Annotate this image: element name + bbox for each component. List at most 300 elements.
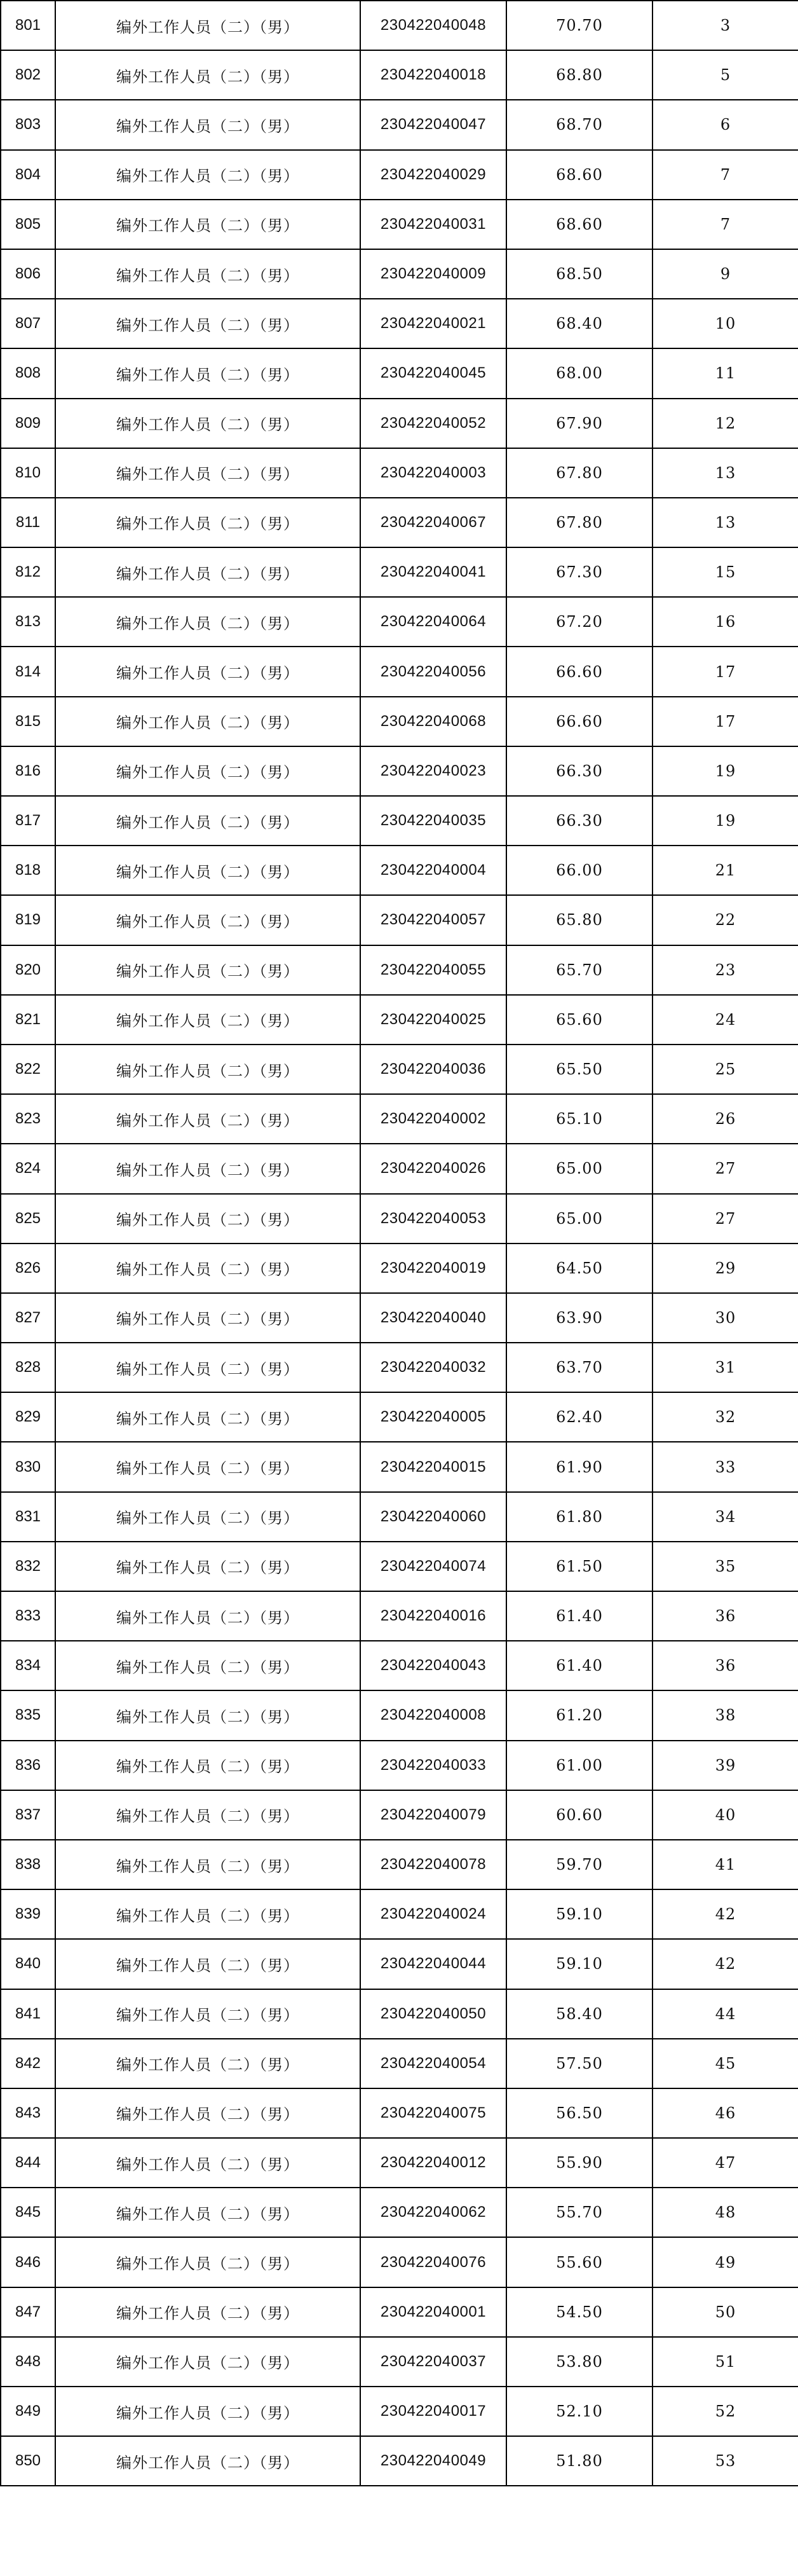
exam-id-cell: 230422040064 <box>360 597 506 647</box>
rank-cell: 49 <box>653 2237 798 2287</box>
rank-cell: 13 <box>653 498 798 547</box>
position-cell: 编外工作人员（二）（男） <box>55 1343 360 1392</box>
rank-cell: 32 <box>653 1392 798 1442</box>
position-cell: 编外工作人员（二）（男） <box>55 597 360 647</box>
row-number-cell: 844 <box>1 2138 55 2188</box>
rank-cell: 42 <box>653 1939 798 1989</box>
table-row <box>1 100 798 149</box>
position-cell: 编外工作人员（二）（男） <box>55 1790 360 1840</box>
row-number-cell: 819 <box>1 895 55 945</box>
row-number-cell: 827 <box>1 1293 55 1343</box>
rank-cell: 27 <box>653 1194 798 1243</box>
rank-cell: 17 <box>653 697 798 746</box>
row-number-cell: 803 <box>1 100 55 149</box>
row-number-cell: 832 <box>1 1542 55 1591</box>
position-cell: 编外工作人员（二）（男） <box>55 1442 360 1491</box>
exam-id-cell: 230422040031 <box>360 200 506 249</box>
row-number-cell: 836 <box>1 1741 55 1790</box>
table-row <box>1 1939 798 1989</box>
rank-cell: 7 <box>653 150 798 200</box>
position-cell: 编外工作人员（二）（男） <box>55 249 360 299</box>
score-cell: 65.80 <box>506 895 653 945</box>
row-number-cell: 811 <box>1 498 55 547</box>
exam-id-cell: 230422040050 <box>360 1989 506 2039</box>
exam-id-cell: 230422040078 <box>360 1840 506 1889</box>
score-cell: 61.40 <box>506 1591 653 1641</box>
rank-cell: 39 <box>653 1741 798 1790</box>
rank-cell: 50 <box>653 2287 798 2337</box>
table-row <box>1 1591 798 1641</box>
exam-id-cell: 230422040016 <box>360 1591 506 1641</box>
position-cell: 编外工作人员（二）（男） <box>55 1641 360 1690</box>
score-cell: 65.10 <box>506 1094 653 1144</box>
exam-id-cell: 230422040002 <box>360 1094 506 1144</box>
table-row <box>1 2237 798 2287</box>
score-cell: 68.50 <box>506 249 653 299</box>
score-cell: 67.80 <box>506 448 653 498</box>
score-cell: 57.50 <box>506 2039 653 2088</box>
row-number-cell: 810 <box>1 448 55 498</box>
row-number-cell: 806 <box>1 249 55 299</box>
exam-id-cell: 230422040041 <box>360 547 506 597</box>
position-cell: 编外工作人员（二）（男） <box>55 150 360 200</box>
score-cell: 63.70 <box>506 1343 653 1392</box>
row-number-cell: 848 <box>1 2337 55 2387</box>
score-cell: 53.80 <box>506 2337 653 2387</box>
rank-cell: 38 <box>653 1690 798 1740</box>
rank-cell: 45 <box>653 2039 798 2088</box>
score-cell: 68.80 <box>506 50 653 100</box>
table-row <box>1 1392 798 1442</box>
exam-id-cell: 230422040009 <box>360 249 506 299</box>
exam-id-cell: 230422040035 <box>360 796 506 846</box>
rank-cell: 16 <box>653 597 798 647</box>
rank-cell: 19 <box>653 746 798 796</box>
exam-id-cell: 230422040052 <box>360 399 506 448</box>
score-cell: 58.40 <box>506 1989 653 2039</box>
score-cell: 61.40 <box>506 1641 653 1690</box>
position-cell: 编外工作人员（二）（男） <box>55 2387 360 2436</box>
score-cell: 61.50 <box>506 1542 653 1591</box>
table-row <box>1 1889 798 1939</box>
table-row <box>1 697 798 746</box>
row-number-cell: 814 <box>1 647 55 696</box>
score-cell: 59.10 <box>506 1889 653 1939</box>
exam-id-cell: 230422040001 <box>360 2287 506 2337</box>
position-cell: 编外工作人员（二）（男） <box>55 448 360 498</box>
position-cell: 编外工作人员（二）（男） <box>55 299 360 348</box>
position-cell: 编外工作人员（二）（男） <box>55 1293 360 1343</box>
exam-id-cell: 230422040008 <box>360 1690 506 1740</box>
rank-cell: 48 <box>653 2188 798 2237</box>
table-row <box>1 1542 798 1591</box>
score-cell: 55.90 <box>506 2138 653 2188</box>
table-row <box>1 547 798 597</box>
score-cell: 66.60 <box>506 697 653 746</box>
table-row <box>1 2337 798 2387</box>
table-row <box>1 1840 798 1889</box>
table-row <box>1 895 798 945</box>
exam-id-cell: 230422040033 <box>360 1741 506 1790</box>
row-number-cell: 813 <box>1 597 55 647</box>
row-number-cell: 820 <box>1 945 55 995</box>
table-row <box>1 448 798 498</box>
position-cell: 编外工作人员（二）（男） <box>55 399 360 448</box>
rank-cell: 30 <box>653 1293 798 1343</box>
exam-id-cell: 230422040003 <box>360 448 506 498</box>
position-cell: 编外工作人员（二）（男） <box>55 1939 360 1989</box>
exam-id-cell: 230422040062 <box>360 2188 506 2237</box>
rank-cell: 36 <box>653 1641 798 1690</box>
table-row <box>1 2138 798 2188</box>
table-row <box>1 1194 798 1243</box>
table-row <box>1 399 798 448</box>
rank-cell: 46 <box>653 2088 798 2138</box>
position-cell: 编外工作人员（二）（男） <box>55 2188 360 2237</box>
score-cell: 55.60 <box>506 2237 653 2287</box>
exam-id-cell: 230422040079 <box>360 1790 506 1840</box>
rank-cell: 9 <box>653 249 798 299</box>
position-cell: 编外工作人员（二）（男） <box>55 995 360 1045</box>
table-row <box>1 299 798 348</box>
score-cell: 59.70 <box>506 1840 653 1889</box>
row-number-cell: 804 <box>1 150 55 200</box>
position-cell: 编外工作人员（二）（男） <box>55 2138 360 2188</box>
table-row <box>1 846 798 895</box>
exam-id-cell: 230422040037 <box>360 2337 506 2387</box>
rank-cell: 25 <box>653 1045 798 1094</box>
row-number-cell: 829 <box>1 1392 55 1442</box>
rank-cell: 11 <box>653 348 798 398</box>
position-cell: 编外工作人员（二）（男） <box>55 1243 360 1293</box>
table-row <box>1 1442 798 1491</box>
row-number-cell: 841 <box>1 1989 55 2039</box>
table-row <box>1 1790 798 1840</box>
position-cell: 编外工作人员（二）（男） <box>55 200 360 249</box>
position-cell: 编外工作人员（二）（男） <box>55 846 360 895</box>
table-body <box>1 1 798 2486</box>
score-cell: 65.50 <box>506 1045 653 1094</box>
position-cell: 编外工作人员（二）（男） <box>55 498 360 547</box>
exam-id-cell: 230422040017 <box>360 2387 506 2436</box>
exam-id-cell: 230422040047 <box>360 100 506 149</box>
table-row <box>1 2039 798 2088</box>
score-cell: 62.40 <box>506 1392 653 1442</box>
score-cell: 56.50 <box>506 2088 653 2138</box>
exam-id-cell: 230422040044 <box>360 1939 506 1989</box>
row-number-cell: 824 <box>1 1144 55 1193</box>
rank-cell: 24 <box>653 995 798 1045</box>
table-row <box>1 2088 798 2138</box>
rank-cell: 41 <box>653 1840 798 1889</box>
rank-cell: 5 <box>653 50 798 100</box>
score-cell: 67.20 <box>506 597 653 647</box>
rank-cell: 33 <box>653 1442 798 1491</box>
table-row <box>1 2287 798 2337</box>
position-cell: 编外工作人员（二）（男） <box>55 1045 360 1094</box>
score-cell: 65.00 <box>506 1194 653 1243</box>
position-cell: 编外工作人员（二）（男） <box>55 1741 360 1790</box>
table-row <box>1 1741 798 1790</box>
score-cell: 67.80 <box>506 498 653 547</box>
exam-id-cell: 230422040055 <box>360 945 506 995</box>
row-number-cell: 825 <box>1 1194 55 1243</box>
table-row <box>1 1243 798 1293</box>
exam-id-cell: 230422040029 <box>360 150 506 200</box>
table-row <box>1 995 798 1045</box>
rank-cell: 10 <box>653 299 798 348</box>
position-cell: 编外工作人员（二）（男） <box>55 2287 360 2337</box>
row-number-cell: 840 <box>1 1939 55 1989</box>
exam-id-cell: 230422040004 <box>360 846 506 895</box>
score-cell: 61.90 <box>506 1442 653 1491</box>
table-row <box>1 200 798 249</box>
table-row <box>1 249 798 299</box>
table-row <box>1 1492 798 1542</box>
exam-id-cell: 230422040025 <box>360 995 506 1045</box>
exam-id-cell: 230422040026 <box>360 1144 506 1193</box>
score-cell: 65.70 <box>506 945 653 995</box>
score-cell: 51.80 <box>506 2436 653 2486</box>
score-cell: 61.80 <box>506 1492 653 1542</box>
rank-cell: 47 <box>653 2138 798 2188</box>
row-number-cell: 826 <box>1 1243 55 1293</box>
row-number-cell: 847 <box>1 2287 55 2337</box>
row-number-cell: 805 <box>1 200 55 249</box>
position-cell: 编外工作人员（二）（男） <box>55 2237 360 2287</box>
position-cell: 编外工作人员（二）（男） <box>55 1492 360 1542</box>
rank-cell: 12 <box>653 399 798 448</box>
exam-id-cell: 230422040074 <box>360 1542 506 1591</box>
table-row <box>1 746 798 796</box>
row-number-cell: 812 <box>1 547 55 597</box>
rank-cell: 42 <box>653 1889 798 1939</box>
row-number-cell: 821 <box>1 995 55 1045</box>
row-number-cell: 838 <box>1 1840 55 1889</box>
position-cell: 编外工作人员（二）（男） <box>55 1840 360 1889</box>
row-number-cell: 850 <box>1 2436 55 2486</box>
rank-cell: 35 <box>653 1542 798 1591</box>
position-cell: 编外工作人员（二）（男） <box>55 647 360 696</box>
exam-id-cell: 230422040040 <box>360 1293 506 1343</box>
table-row <box>1 1989 798 2039</box>
rank-cell: 40 <box>653 1790 798 1840</box>
position-cell: 编外工作人员（二）（男） <box>55 1 360 50</box>
position-cell: 编外工作人员（二）（男） <box>55 1690 360 1740</box>
position-cell: 编外工作人员（二）（男） <box>55 1094 360 1144</box>
position-cell: 编外工作人员（二）（男） <box>55 1889 360 1939</box>
row-number-cell: 815 <box>1 697 55 746</box>
table-row <box>1 50 798 100</box>
position-cell: 编外工作人员（二）（男） <box>55 50 360 100</box>
score-cell: 68.00 <box>506 348 653 398</box>
exam-id-cell: 230422040015 <box>360 1442 506 1491</box>
exam-id-cell: 230422040068 <box>360 697 506 746</box>
score-cell: 68.40 <box>506 299 653 348</box>
position-cell: 编外工作人员（二）（男） <box>55 2337 360 2387</box>
exam-id-cell: 230422040005 <box>360 1392 506 1442</box>
table-row <box>1 2436 798 2486</box>
table-row <box>1 597 798 647</box>
score-cell: 66.00 <box>506 846 653 895</box>
row-number-cell: 817 <box>1 796 55 846</box>
table-row <box>1 348 798 398</box>
exam-id-cell: 230422040023 <box>360 746 506 796</box>
score-cell: 54.50 <box>506 2287 653 2337</box>
table-row <box>1 1293 798 1343</box>
rank-cell: 27 <box>653 1144 798 1193</box>
position-cell: 编外工作人员（二）（男） <box>55 2088 360 2138</box>
position-cell: 编外工作人员（二）（男） <box>55 100 360 149</box>
table-row <box>1 945 798 995</box>
rank-cell: 51 <box>653 2337 798 2387</box>
row-number-cell: 834 <box>1 1641 55 1690</box>
row-number-cell: 818 <box>1 846 55 895</box>
table-row <box>1 1641 798 1690</box>
score-cell: 67.90 <box>506 399 653 448</box>
row-number-cell: 809 <box>1 399 55 448</box>
score-cell: 60.60 <box>506 1790 653 1840</box>
position-cell: 编外工作人员（二）（男） <box>55 2436 360 2486</box>
row-number-cell: 833 <box>1 1591 55 1641</box>
exam-id-cell: 230422040053 <box>360 1194 506 1243</box>
row-number-cell: 839 <box>1 1889 55 1939</box>
row-number-cell: 845 <box>1 2188 55 2237</box>
exam-id-cell: 230422040012 <box>360 2138 506 2188</box>
position-cell: 编外工作人员（二）（男） <box>55 945 360 995</box>
rank-cell: 3 <box>653 1 798 50</box>
position-cell: 编外工作人员（二）（男） <box>55 1542 360 1591</box>
position-cell: 编外工作人员（二）（男） <box>55 796 360 846</box>
exam-id-cell: 230422040018 <box>360 50 506 100</box>
position-cell: 编外工作人员（二）（男） <box>55 1144 360 1193</box>
position-cell: 编外工作人员（二）（男） <box>55 746 360 796</box>
row-number-cell: 807 <box>1 299 55 348</box>
position-cell: 编外工作人员（二）（男） <box>55 1392 360 1442</box>
rank-cell: 34 <box>653 1492 798 1542</box>
exam-id-cell: 230422040054 <box>360 2039 506 2088</box>
position-cell: 编外工作人员（二）（男） <box>55 1591 360 1641</box>
rank-cell: 22 <box>653 895 798 945</box>
rank-cell: 21 <box>653 846 798 895</box>
exam-id-cell: 230422040036 <box>360 1045 506 1094</box>
position-cell: 编外工作人员（二）（男） <box>55 348 360 398</box>
rank-cell: 53 <box>653 2436 798 2486</box>
table-row <box>1 1690 798 1740</box>
rank-cell: 17 <box>653 647 798 696</box>
table-row <box>1 1094 798 1144</box>
exam-id-cell: 230422040056 <box>360 647 506 696</box>
rank-cell: 26 <box>653 1094 798 1144</box>
exam-id-cell: 230422040049 <box>360 2436 506 2486</box>
score-cell: 70.70 <box>506 1 653 50</box>
score-cell: 66.30 <box>506 796 653 846</box>
exam-id-cell: 230422040060 <box>360 1492 506 1542</box>
row-number-cell: 823 <box>1 1094 55 1144</box>
row-number-cell: 828 <box>1 1343 55 1392</box>
exam-id-cell: 230422040045 <box>360 348 506 398</box>
position-cell: 编外工作人员（二）（男） <box>55 697 360 746</box>
table-row <box>1 150 798 200</box>
score-cell: 68.60 <box>506 200 653 249</box>
row-number-cell: 842 <box>1 2039 55 2088</box>
exam-id-cell: 230422040019 <box>360 1243 506 1293</box>
rank-cell: 29 <box>653 1243 798 1293</box>
table-row <box>1 498 798 547</box>
exam-id-cell: 230422040032 <box>360 1343 506 1392</box>
score-cell: 68.60 <box>506 150 653 200</box>
score-cell: 59.10 <box>506 1939 653 1989</box>
exam-id-cell: 230422040057 <box>360 895 506 945</box>
rank-cell: 6 <box>653 100 798 149</box>
score-cell: 64.50 <box>506 1243 653 1293</box>
row-number-cell: 849 <box>1 2387 55 2436</box>
rank-cell: 13 <box>653 448 798 498</box>
exam-id-cell: 230422040067 <box>360 498 506 547</box>
rank-cell: 52 <box>653 2387 798 2436</box>
row-number-cell: 837 <box>1 1790 55 1840</box>
table-row <box>1 1144 798 1193</box>
exam-id-cell: 230422040043 <box>360 1641 506 1690</box>
exam-id-cell: 230422040024 <box>360 1889 506 1939</box>
score-cell: 67.30 <box>506 547 653 597</box>
position-cell: 编外工作人员（二）（男） <box>55 1989 360 2039</box>
exam-id-cell: 230422040075 <box>360 2088 506 2138</box>
row-number-cell: 843 <box>1 2088 55 2138</box>
position-cell: 编外工作人员（二）（男） <box>55 547 360 597</box>
row-number-cell: 801 <box>1 1 55 50</box>
position-cell: 编外工作人员（二）（男） <box>55 2039 360 2088</box>
table-row <box>1 1343 798 1392</box>
score-cell: 66.60 <box>506 647 653 696</box>
row-number-cell: 835 <box>1 1690 55 1740</box>
rank-cell: 23 <box>653 945 798 995</box>
exam-id-cell: 230422040048 <box>360 1 506 50</box>
row-number-cell: 831 <box>1 1492 55 1542</box>
exam-id-cell: 230422040076 <box>360 2237 506 2287</box>
table-row <box>1 1 798 50</box>
score-cell: 65.00 <box>506 1144 653 1193</box>
rank-cell: 31 <box>653 1343 798 1392</box>
row-number-cell: 830 <box>1 1442 55 1491</box>
score-cell: 55.70 <box>506 2188 653 2237</box>
rank-cell: 19 <box>653 796 798 846</box>
table-row <box>1 2387 798 2436</box>
row-number-cell: 808 <box>1 348 55 398</box>
rank-cell: 15 <box>653 547 798 597</box>
exam-id-cell: 230422040021 <box>360 299 506 348</box>
row-number-cell: 802 <box>1 50 55 100</box>
row-number-cell: 846 <box>1 2237 55 2287</box>
score-cell: 61.00 <box>506 1741 653 1790</box>
rank-cell: 36 <box>653 1591 798 1641</box>
score-cell: 65.60 <box>506 995 653 1045</box>
score-cell: 61.20 <box>506 1690 653 1740</box>
rank-cell: 44 <box>653 1989 798 2039</box>
score-cell: 66.30 <box>506 746 653 796</box>
rank-cell: 7 <box>653 200 798 249</box>
score-cell: 68.70 <box>506 100 653 149</box>
score-cell: 63.90 <box>506 1293 653 1343</box>
table-row <box>1 1045 798 1094</box>
position-cell: 编外工作人员（二）（男） <box>55 1194 360 1243</box>
table-row <box>1 647 798 696</box>
table-row <box>1 2188 798 2237</box>
table-row <box>1 796 798 846</box>
row-number-cell: 816 <box>1 746 55 796</box>
row-number-cell: 822 <box>1 1045 55 1094</box>
score-cell: 52.10 <box>506 2387 653 2436</box>
